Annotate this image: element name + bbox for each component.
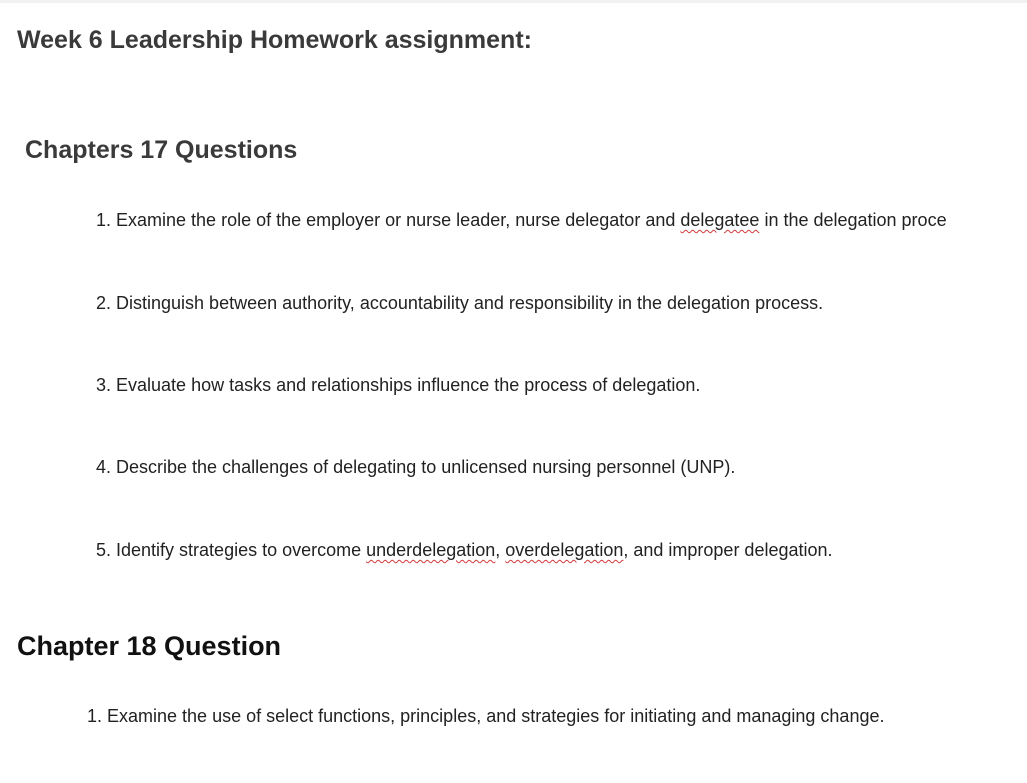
question-text: in the delegation proce bbox=[759, 210, 947, 230]
misspelled-word[interactable]: overdelegation bbox=[505, 540, 624, 560]
chapter-18-question-1: 1. Examine the use of select functions, principles, and strategies for initiating and managing change. bbox=[87, 706, 885, 726]
chapter-17-question-4: 4. Describe the challenges of delegating to unlicensed nursing personnel (UNP). bbox=[96, 457, 736, 477]
question-text: , bbox=[495, 540, 506, 560]
misspelled-word[interactable]: delegatee bbox=[680, 210, 760, 230]
top-divider bbox=[0, 0, 1027, 3]
document-title: Week 6 Leadership Homework assignment: bbox=[17, 26, 532, 54]
chapter-17-question-5 bbox=[96, 540, 833, 561]
chapter-17-heading: Chapters 17 Questions bbox=[25, 136, 298, 164]
misspelled-word[interactable]: underdelegation bbox=[366, 540, 496, 560]
question-text: 5. Identify strategies to overcome bbox=[96, 540, 367, 560]
question-text: 1. Examine the role of the employer or nurse leader, nurse delegator and bbox=[96, 210, 681, 230]
chapter-17-question-2: 2. Distinguish between authority, accountability and responsibility in the delegation process. bbox=[96, 293, 824, 313]
question-text: , and improper delegation. bbox=[623, 540, 833, 560]
chapter-17-question-1 bbox=[96, 210, 947, 231]
chapter-18-heading: Chapter 18 Question bbox=[17, 631, 282, 661]
chapter-17-question-3: 3. Evaluate how tasks and relationships influence the process of delegation. bbox=[96, 375, 701, 395]
